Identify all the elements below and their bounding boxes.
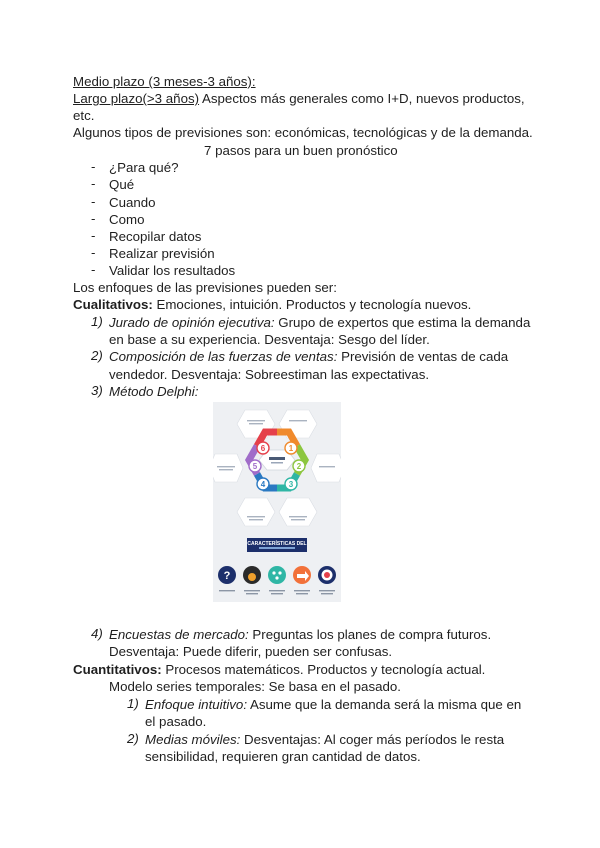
cual-item-2 (109, 348, 508, 365)
cuantitativos-line (73, 661, 485, 678)
cuantitativos-text: Procesos matemáticos. Productos y tecnología actual. (161, 662, 486, 677)
item-continuation: Desventaja: Puede diferir, pueden ser confusas. (109, 644, 393, 659)
number-label: 1 (288, 444, 294, 453)
item-text: Previsión de ventas de cada (337, 349, 509, 364)
caption-line (249, 519, 263, 520)
series-temporales-line: Modelo series temporales: Se basa en el pasado. (109, 679, 401, 694)
item-text: Desventajas: Al coger más períodos le resta (240, 732, 505, 747)
caption-line (219, 590, 235, 591)
bullet-dash: - (91, 262, 96, 277)
caption-line (289, 420, 307, 421)
item-text: Grupo de expertos que estima la demanda (274, 315, 531, 330)
network-icon-node (275, 576, 278, 579)
largo-plazo-cont: etc. (73, 108, 95, 123)
list-item: Qué (109, 177, 135, 192)
list-item: ¿Para qué? (109, 160, 179, 175)
item-number: 1) (91, 314, 103, 329)
list-item: Cuando (109, 195, 156, 210)
list-item: Recopilar datos (109, 229, 202, 244)
item-number: 3) (91, 383, 103, 398)
item-text: Preguntas los planes de compra futuros. (248, 627, 492, 642)
item-title: Medias móviles: (145, 732, 241, 747)
item-number: 1) (127, 696, 139, 711)
delphi-infographic (213, 402, 341, 602)
item-title: Jurado de opinión ejecutiva: (109, 315, 275, 330)
number-label: 5 (252, 462, 258, 471)
bullet-dash: - (91, 159, 96, 174)
bullet-dash: - (91, 194, 96, 209)
caption-line (296, 593, 308, 594)
center-wordmark (269, 457, 285, 460)
item-continuation: vendedor. Desventaja: Sobreestiman las expectativas. (109, 367, 430, 382)
caption-line (244, 590, 260, 591)
delphi-infographic-svg (213, 402, 341, 602)
caption-line (246, 593, 258, 594)
cuan-item-2 (145, 731, 504, 748)
item-title: Método Delphi: (109, 384, 199, 399)
item-title: Encuestas de mercado: (109, 627, 249, 642)
network-icon (268, 566, 286, 584)
question-icon-glyph: ? (223, 570, 231, 582)
network-icon-node (272, 571, 275, 574)
item-number: 2) (91, 348, 103, 363)
center-wordmark-sub (271, 462, 283, 464)
cual-item-1 (109, 314, 530, 331)
item-continuation: el pasado. (145, 714, 207, 729)
cualitativos-text: Emociones, intuición. Productos y tecnología nuevos. (152, 297, 472, 312)
hex-cell (213, 454, 243, 482)
medio-plazo-line: Medio plazo (3 meses-3 años): (73, 74, 256, 89)
item-text: Asume que la demanda será la misma que en (247, 697, 522, 712)
target-icon-center (324, 572, 330, 578)
caption-line (247, 516, 265, 517)
hex-cell (279, 498, 317, 526)
banner-title: CARACTERÍSTICAS DEL (247, 541, 307, 547)
tipos-previsiones-line: Algunos tipos de previsiones son: económicas, tecnológicas y de la demanda. (73, 125, 533, 140)
pasos-heading: 7 pasos para un buen pronóstico (204, 143, 398, 158)
item-continuation: en base a su experiencia. Desventaja: Sesgo del líder. (109, 332, 430, 347)
caption-line (319, 466, 335, 467)
caption-line (219, 469, 233, 470)
list-item: Como (109, 212, 145, 227)
caption-line (291, 519, 305, 520)
cuan-item-1 (145, 696, 521, 713)
item-title: Composición de las fuerzas de ventas: (109, 349, 338, 364)
item-title: Enfoque intuitivo: (145, 697, 248, 712)
cual-item-4 (109, 626, 491, 643)
caption-line (217, 466, 235, 467)
caption-line (321, 593, 333, 594)
bullet-dash: - (91, 211, 96, 226)
cuantitativos-label: Cuantitativos: (73, 662, 162, 677)
cualitativos-line (73, 296, 471, 313)
hex-cell (311, 454, 341, 482)
caption-line (249, 423, 263, 424)
caption-line (247, 420, 265, 421)
hex-cell (237, 498, 275, 526)
banner-subtitle (259, 547, 295, 549)
bullet-dash: - (91, 228, 96, 243)
cualitativos-label: Cualitativos: (73, 297, 153, 312)
bullet-dash: - (91, 176, 96, 191)
item-number: 2) (127, 731, 139, 746)
number-label: 4 (260, 480, 266, 489)
number-label: 3 (288, 480, 294, 489)
enfoques-line: Los enfoques de las previsiones pueden ser: (73, 280, 337, 295)
network-icon-node (278, 571, 281, 574)
cual-item-3 (109, 383, 198, 400)
caption-line (269, 590, 285, 591)
largo-plazo-line (73, 90, 525, 107)
medal-icon-disc (248, 573, 256, 581)
bullet-dash: - (91, 245, 96, 260)
caption-line (319, 590, 335, 591)
item-continuation: sensibilidad, requieren gran cantidad de datos. (145, 749, 421, 764)
list-item: Validar los resultados (109, 263, 236, 278)
caption-line (294, 590, 310, 591)
largo-plazo-label: Largo plazo(>3 años) (73, 91, 200, 106)
number-label: 6 (260, 444, 266, 453)
number-label: 2 (296, 462, 302, 471)
list-item: Realizar previsión (109, 246, 215, 261)
caption-line (271, 593, 283, 594)
caption-line (289, 516, 307, 517)
item-number: 4) (91, 626, 103, 641)
largo-plazo-text: Aspectos más generales como I+D, nuevos productos, (199, 91, 525, 106)
